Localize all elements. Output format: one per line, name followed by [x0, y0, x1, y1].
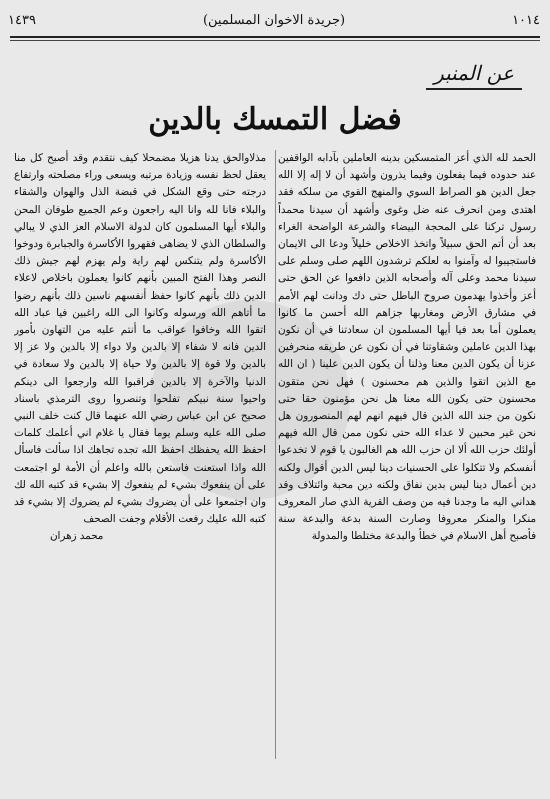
section-label: عن المنبر: [426, 58, 522, 90]
page-number: ١٠١٤: [512, 12, 540, 28]
header-rule-thin: [10, 40, 540, 41]
journal-name: (جريدة الاخوان المسلمين): [202, 12, 346, 28]
author-signature: محمد زهران: [50, 530, 104, 543]
column-divider: [275, 150, 276, 759]
page-header: [8, 6, 540, 34]
header-rule: [10, 36, 540, 38]
article-column-left: [14, 150, 266, 783]
article-column-right: [278, 150, 536, 783]
column-left-text: مذلاوالحق يدنا هزيلا مضمحلا كيف نتقدم وقد أصبح كل منا يعقل لحظ نفسه وزيادة مرتبه ويسعى وراء مصلحته وارتفاع درجته حتى وقع الشكل في قبضة الذل والهوان والشقاء والبلاء فانا لله وانا اليه راجعون وعم الجميع طوفان المحن والبلاء أيها المسلمون كان لدولة الاسلام العز الذي لا يبالي والسلطان الذي لا يضاهى فقهروا الأكاسرة والجبابرة ودوخوا الأكاسرة ولم يتنكس لهم راية ولم يهزم لهم جيش ذلك النصر وهذا الفتح المبين بأنهم كانوا يعملون باخلاص لاعلاء الدين ذلك بأنهم كانوا حفظ أنفسهم ناسين ذلك بأنهم رضوا ما أتاهم الله ورسوله وكانوا الى الله راغبين فيا عباد الله اتقوا الله وخافوا عواقب ما أنتم عليه من التهاون بأمور الدين فانه لا شفاء إلا بالدين ولا دواء إلا بالدين ولا عز إلا بالدين ولا قوة إلا بالدين ولا حياة إلا بالدين ولا سعادة في الدنيا والآخرة إلا بالدين فراقبوا الله وارجعوا الى دينكم واحيوا سنة نبيكم تفلحوا وتنصروا روى الترمذي باسناد صحيح عن ابن عباس رضي الله عنهما قال كنت خلف النبي صلى الله عليه وسلم يوما فقال يا غلام اني أعلمك كلمات احفظ الله يحفظك احفظ الله تجده تجاهك اذا سألت فاسأل الله واذا استعنت فاستعن بالله واعلم أن الأمة لو اجتمعت على أن ينفعوك بشيء لم ينفعوك إلا بشيء قد كتبه الله لك وان اجتمعوا على أن يضروك بشيء لم يضروك إلا بشيء قد كتبه الله عليك رفعت الأقلام وجفت الصحف: [14, 152, 266, 526]
year: ١٤٣٩: [8, 12, 36, 28]
article-title: فضل التمسك بالدين: [148, 102, 402, 137]
column-right-text: الحمد لله الذي أعز المتمسكين بدينه العاملين بآدابه الواقفين عند حدوده فيما يفعلون وفيما يذرون وأشهد أن لا إله إلا الله جعل الدين هو الصراط السوي والمنهج القوي من سلكه فقد اهتدى ومن انحرف عنه ضل وغوى وأشهد أن سيدنا محمداً رسول تركنا على المحجة البيضاء والشرعة الواضحة الغراء بعد أن أتم الحق سبيلاً واتخذ الاخلاص خليلاً ودعا الى الايمان فاستجيبوا له وآمنوا به لعلكم ترشدون اللهم صلى وسلم على سيدنا محمد وعلى آله وأصحابه الذين دافعوا عن الحق حتى أعز وأخذوا يهدمون صروح الباطل حتى دك ودانت لهم الأمم في مشارق الأرض ومغاربها جزاهم الله أحسن ما كانوا يعملون أما بعد فيا أيها المسلمون ان سعادتنا في أن نكون بهذا الدين عاملين وشقاوتنا في أن نكون عن طريقه منحرفين عزنا أن يكون الدين معنا وذلنا أن يكون الدين علينا ( ان الله مع الذين اتقوا والذين هم محسنون ) فهل نحن متقون محسنون حتى يكون الله معنا هل نحن مؤمنون حقا حتى نكون من جند الله الذين قال فيهم انهم لهم المنصورون هل نحن غير محبين لا عداء الله حتى نكون ممن قال الله فيهم أولئك حزب الله ألا ان حزب الله هم الغالبون يا قوم لا تخدعوا أنفسكم ولا تتكلوا على الحسنيات دينا ليس الدين أقوال ولكنه دين أعمال دينا ليس بدين نفاق ولكنه دين محبة وائتلاف وقد هداني اليه ما وجدنا فيه من وصف القرية الذي صار المعروف منكرا والمنكر معروفا وصارت السنة بدعة والبدعة سنة فأصبح أهل الاسلام في خطأ والبدعة مختلطا والمدولة: [278, 152, 536, 543]
